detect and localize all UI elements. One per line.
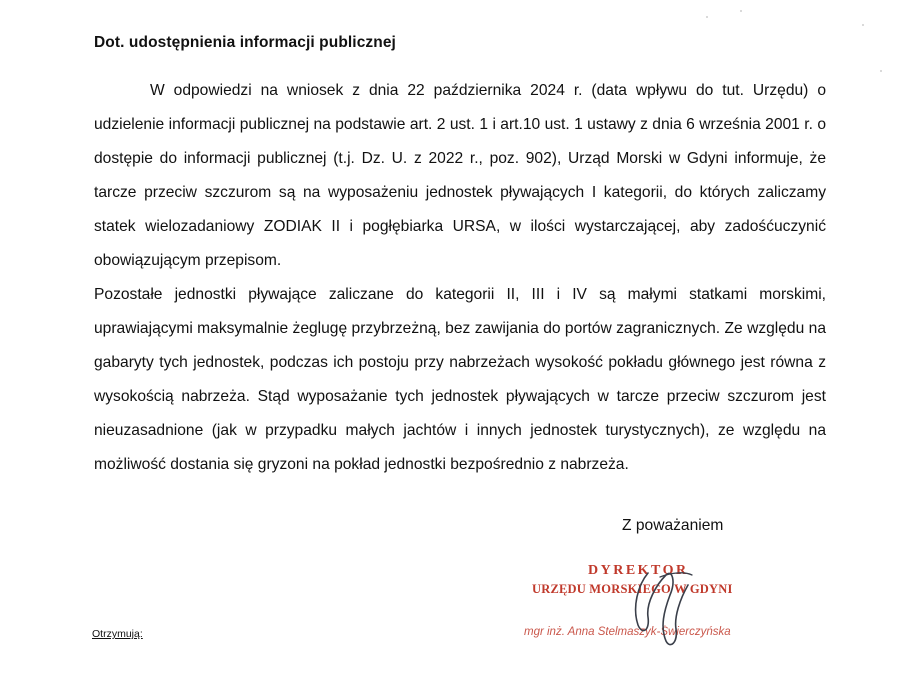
stamp-signatory-name: mgr inż. Anna Stelmaszyk-Świerczyńska [524,626,731,638]
letter-subject: Dot. udostępnienia informacji publicznej [94,34,396,51]
stamp-title: DYREKTOR [588,563,689,578]
scan-speck [880,70,882,72]
closing-salutation: Z poważaniem [622,517,724,534]
scan-speck [706,16,708,18]
scan-speck [740,10,742,12]
letter-body [94,74,826,482]
paragraph-response: W odpowiedzi na wniosek z dnia 22 października 2024 r. (data wpływu do tut. Urzędu) o udzielenie informacji publicznej na podstawie art. 2 ust. 1 i art.10 ust. 1 ustawy z dnia 6 września 2001 r. o dostępie do informacji publicznej (t.j. Dz. U. z 2022 r., poz. 902), Urząd Morski w Gdyni informuje, że tarcze przeciw szczurom są na wyposażeniu jednostek pływających I kategorii, do których zaliczamy statek wielozadaniowy ZODIAK II i pogłębiarka URSA, w ilości wystarczającej, aby zadośćuczynić obowiązującym przepisom. [94,82,826,269]
stamp-office: URZĘDU MORSKIEGO W GDYNI [532,582,733,596]
official-stamp [520,560,780,650]
scan-speck [862,24,864,26]
recipients-label: Otrzymują: [92,628,143,640]
paragraph-explanation: Pozostałe jednostki pływające zaliczane do kategorii II, III i IV są małymi statkami morskimi, uprawiającymi maksymalnie żeglugę przybrzeżną, bez zawijania do portów zagranicznych. Ze względu na gabaryty tych jednostek, podczas ich postoju przy nabrzeżach wysokość pokładu głównego jest równa z wysokością nabrzeża. Stąd wyposażanie tych jednostek pływających w tarcze przeciw szczurom jest nieuzasadnione (jak w przypadku małych jachtów i innych jednostek turystycznych), ze względu na możliwość dostania się gryzoni na pokład jednostki bezpośrednio z nabrzeża. [94,286,826,473]
